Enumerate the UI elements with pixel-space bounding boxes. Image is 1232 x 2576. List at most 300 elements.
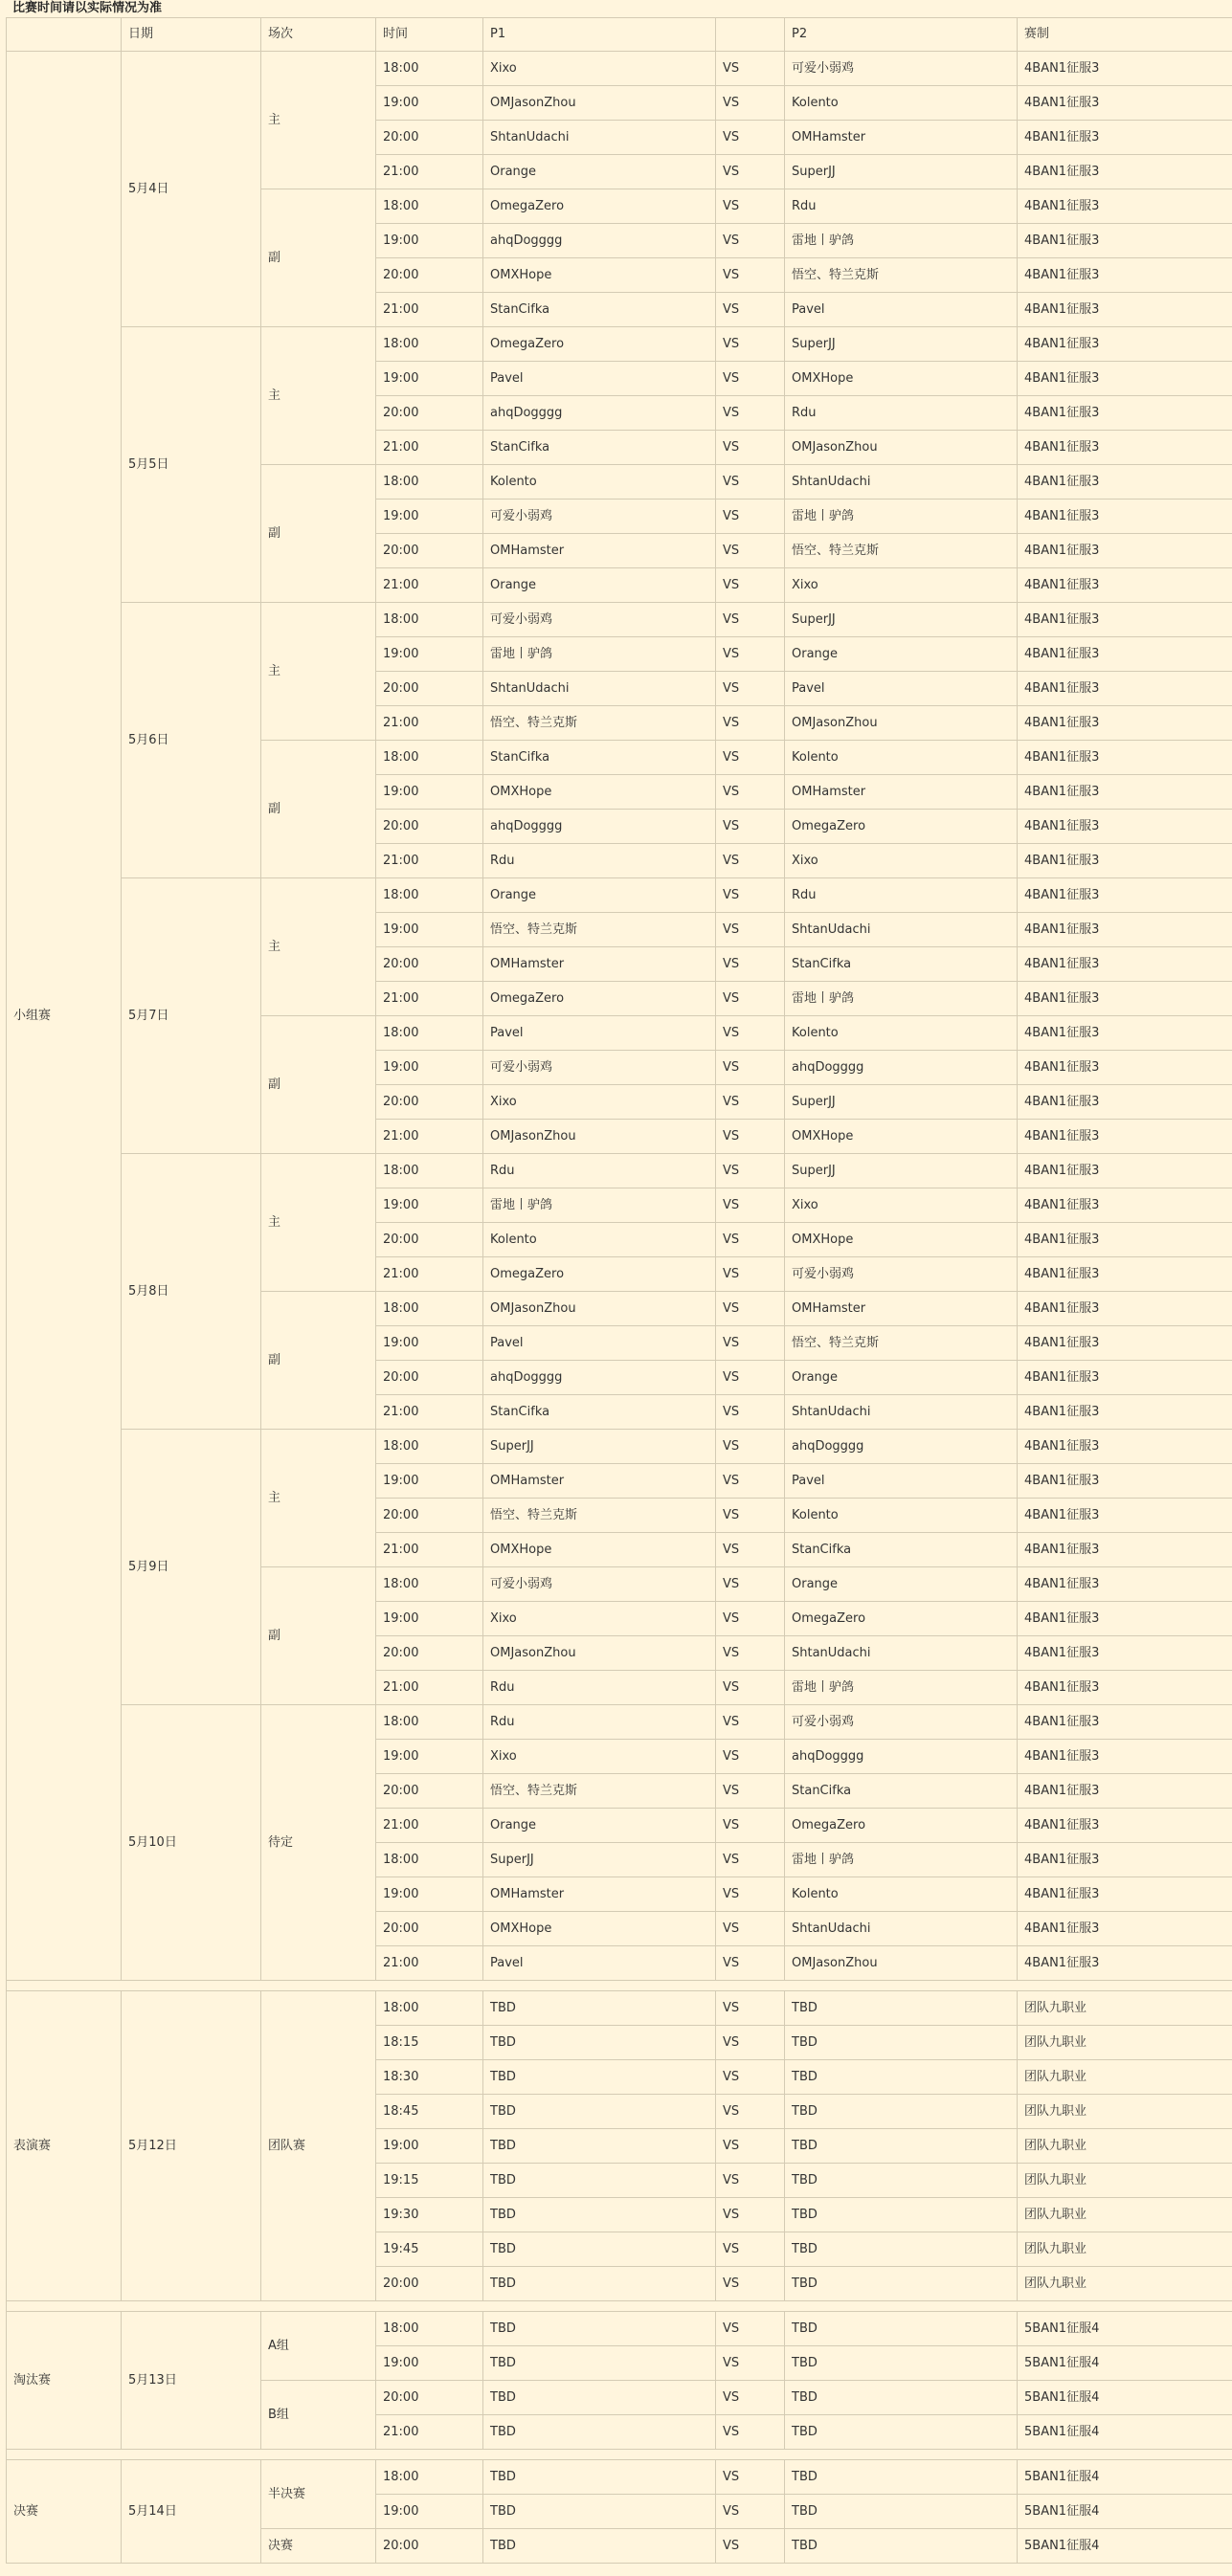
time-cell: 18:00	[376, 1991, 483, 2026]
format-cell: 5BAN1征服4	[1018, 2381, 1232, 2415]
player2-cell: SuperJJ	[785, 327, 1018, 362]
player1-cell: 可爱小弱鸡	[483, 1051, 716, 1085]
vs-cell: VS	[716, 1395, 785, 1430]
format-cell: 4BAN1征服3	[1018, 1567, 1232, 1602]
date-cell: 5月10日	[122, 1705, 261, 1981]
player1-cell: StanCifka	[483, 741, 716, 775]
vs-cell: VS	[716, 1774, 785, 1809]
player1-cell: Orange	[483, 568, 716, 603]
vs-cell: VS	[716, 878, 785, 913]
player1-cell: OMXHope	[483, 1912, 716, 1946]
player2-cell: 雷地丨驴鸽	[785, 1843, 1018, 1877]
player1-cell: 悟空、特兰克斯	[483, 1774, 716, 1809]
player1-cell: Kolento	[483, 465, 716, 500]
stage-cell: 小组赛	[7, 52, 122, 1981]
player1-cell: SuperJJ	[483, 1430, 716, 1464]
format-cell: 5BAN1征服4	[1018, 2529, 1232, 2564]
time-cell: 19:00	[376, 1326, 483, 1361]
format-cell: 5BAN1征服4	[1018, 2346, 1232, 2381]
player2-cell: Xixo	[785, 568, 1018, 603]
format-cell: 4BAN1征服3	[1018, 637, 1232, 672]
header-cell-stage	[7, 18, 122, 52]
vs-cell: VS	[716, 2198, 785, 2232]
time-cell: 19:00	[376, 86, 483, 121]
time-cell: 18:00	[376, 465, 483, 500]
time-cell: 18:00	[376, 2312, 483, 2346]
match-row	[7, 2312, 1232, 2346]
time-cell: 18:00	[376, 2460, 483, 2495]
match-row	[7, 1154, 1232, 1188]
format-cell: 4BAN1征服3	[1018, 1464, 1232, 1499]
vs-cell: VS	[716, 1843, 785, 1877]
vs-cell: VS	[716, 1946, 785, 1981]
match-row	[7, 1991, 1232, 2026]
time-cell: 20:00	[376, 2267, 483, 2301]
player2-cell: 雷地丨驴鸽	[785, 1671, 1018, 1705]
format-cell: 5BAN1征服4	[1018, 2312, 1232, 2346]
vs-cell: VS	[716, 1991, 785, 2026]
player1-cell: 可爱小弱鸡	[483, 500, 716, 534]
time-cell: 18:00	[376, 1567, 483, 1602]
format-cell: 4BAN1征服3	[1018, 1671, 1232, 1705]
player1-cell: OMHamster	[483, 1877, 716, 1912]
player2-cell: Rdu	[785, 189, 1018, 224]
time-cell: 20:00	[376, 810, 483, 844]
player1-cell: TBD	[483, 2381, 716, 2415]
group-spacer-cell	[7, 1981, 1232, 1991]
time-cell: 18:15	[376, 2026, 483, 2060]
player1-cell: Orange	[483, 878, 716, 913]
time-cell: 18:00	[376, 1154, 483, 1188]
player1-cell: OmegaZero	[483, 1257, 716, 1292]
player2-cell: 雷地丨驴鸽	[785, 500, 1018, 534]
format-cell: 团队九职业	[1018, 1991, 1232, 2026]
player1-cell: 悟空、特兰克斯	[483, 913, 716, 947]
vs-cell: VS	[716, 1016, 785, 1051]
player2-cell: ShtanUdachi	[785, 1912, 1018, 1946]
player1-cell: 悟空、特兰克斯	[483, 706, 716, 741]
format-cell: 4BAN1征服3	[1018, 1016, 1232, 1051]
player1-cell: OmegaZero	[483, 189, 716, 224]
time-cell: 21:00	[376, 293, 483, 327]
player2-cell: TBD	[785, 2267, 1018, 2301]
player2-cell: TBD	[785, 2312, 1018, 2346]
session-cell: 副	[261, 189, 376, 327]
session-cell: A组	[261, 2312, 376, 2381]
time-cell: 21:00	[376, 1533, 483, 1567]
format-cell: 4BAN1征服3	[1018, 1361, 1232, 1395]
vs-cell: VS	[716, 1464, 785, 1499]
vs-cell: VS	[716, 1877, 785, 1912]
player2-cell: ShtanUdachi	[785, 1395, 1018, 1430]
session-cell: 主	[261, 327, 376, 465]
date-cell: 5月7日	[122, 878, 261, 1154]
session-cell: 主	[261, 52, 376, 189]
vs-cell: VS	[716, 1154, 785, 1188]
player1-cell: OMHamster	[483, 1464, 716, 1499]
vs-cell: VS	[716, 810, 785, 844]
format-cell: 团队九职业	[1018, 2026, 1232, 2060]
player1-cell: TBD	[483, 2164, 716, 2198]
player1-cell: TBD	[483, 1991, 716, 2026]
time-cell: 19:00	[376, 1602, 483, 1636]
format-cell: 4BAN1征服3	[1018, 741, 1232, 775]
time-cell: 20:00	[376, 121, 483, 155]
player2-cell: Orange	[785, 637, 1018, 672]
player1-cell: OMJasonZhou	[483, 1292, 716, 1326]
session-cell: 团队赛	[261, 1991, 376, 2301]
player1-cell: TBD	[483, 2198, 716, 2232]
player1-cell: OMHamster	[483, 534, 716, 568]
vs-cell: VS	[716, 1120, 785, 1154]
time-cell: 20:00	[376, 534, 483, 568]
vs-cell: VS	[716, 1257, 785, 1292]
time-cell: 21:00	[376, 1809, 483, 1843]
player2-cell: TBD	[785, 2164, 1018, 2198]
date-cell: 5月4日	[122, 52, 261, 327]
vs-cell: VS	[716, 982, 785, 1016]
format-cell: 4BAN1征服3	[1018, 844, 1232, 878]
format-cell: 4BAN1征服3	[1018, 1877, 1232, 1912]
player1-cell: Pavel	[483, 1326, 716, 1361]
player2-cell: TBD	[785, 2129, 1018, 2164]
format-cell: 4BAN1征服3	[1018, 327, 1232, 362]
player2-cell: Pavel	[785, 1464, 1018, 1499]
format-cell: 团队九职业	[1018, 2164, 1232, 2198]
player2-cell: OMXHope	[785, 1120, 1018, 1154]
format-cell: 4BAN1征服3	[1018, 1912, 1232, 1946]
player2-cell: OmegaZero	[785, 1602, 1018, 1636]
format-cell: 4BAN1征服3	[1018, 224, 1232, 258]
player1-cell: TBD	[483, 2529, 716, 2564]
session-cell: 半决赛	[261, 2460, 376, 2529]
player2-cell: ShtanUdachi	[785, 1636, 1018, 1671]
format-cell: 4BAN1征服3	[1018, 431, 1232, 465]
player1-cell: OMXHope	[483, 1533, 716, 1567]
player1-cell: Rdu	[483, 844, 716, 878]
time-cell: 20:00	[376, 1636, 483, 1671]
match-row	[7, 2460, 1232, 2495]
player2-cell: TBD	[785, 1991, 1018, 2026]
group-spacer-cell	[7, 2450, 1232, 2460]
player1-cell: TBD	[483, 2495, 716, 2529]
time-cell: 21:00	[376, 982, 483, 1016]
time-cell: 21:00	[376, 1671, 483, 1705]
vs-cell: VS	[716, 2415, 785, 2450]
vs-cell: VS	[716, 500, 785, 534]
vs-cell: VS	[716, 2267, 785, 2301]
player2-cell: Kolento	[785, 741, 1018, 775]
player2-cell: TBD	[785, 2381, 1018, 2415]
session-cell: 副	[261, 465, 376, 603]
vs-cell: VS	[716, 1705, 785, 1740]
player2-cell: 可爱小弱鸡	[785, 52, 1018, 86]
vs-cell: VS	[716, 258, 785, 293]
vs-cell: VS	[716, 706, 785, 741]
vs-cell: VS	[716, 1567, 785, 1602]
session-cell: B组	[261, 2381, 376, 2450]
player2-cell: SuperJJ	[785, 155, 1018, 189]
time-cell: 20:00	[376, 1361, 483, 1395]
player2-cell: 悟空、特兰克斯	[785, 258, 1018, 293]
time-cell: 19:00	[376, 2129, 483, 2164]
session-cell: 主	[261, 1154, 376, 1292]
format-cell: 4BAN1征服3	[1018, 1636, 1232, 1671]
format-cell: 4BAN1征服3	[1018, 1774, 1232, 1809]
date-cell: 5月8日	[122, 1154, 261, 1430]
player1-cell: TBD	[483, 2312, 716, 2346]
player1-cell: StanCifka	[483, 293, 716, 327]
vs-cell: VS	[716, 1809, 785, 1843]
vs-cell: VS	[716, 2346, 785, 2381]
time-cell: 20:00	[376, 2529, 483, 2564]
player2-cell: TBD	[785, 2026, 1018, 2060]
player2-cell: ShtanUdachi	[785, 913, 1018, 947]
time-cell: 21:00	[376, 1120, 483, 1154]
vs-cell: VS	[716, 1671, 785, 1705]
time-cell: 18:00	[376, 1016, 483, 1051]
player2-cell: TBD	[785, 2095, 1018, 2129]
session-cell: 副	[261, 1016, 376, 1154]
player1-cell: OMJasonZhou	[483, 1120, 716, 1154]
time-cell: 21:00	[376, 2415, 483, 2450]
match-row	[7, 1705, 1232, 1740]
player2-cell: OMHamster	[785, 121, 1018, 155]
player1-cell: Xixo	[483, 1740, 716, 1774]
player2-cell: TBD	[785, 2198, 1018, 2232]
session-cell: 主	[261, 878, 376, 1016]
time-cell: 19:15	[376, 2164, 483, 2198]
time-cell: 20:00	[376, 1774, 483, 1809]
time-cell: 19:00	[376, 1051, 483, 1085]
player2-cell: OmegaZero	[785, 810, 1018, 844]
time-cell: 20:00	[376, 672, 483, 706]
player2-cell: TBD	[785, 2460, 1018, 2495]
player2-cell: 雷地丨驴鸽	[785, 982, 1018, 1016]
format-cell: 4BAN1征服3	[1018, 86, 1232, 121]
time-cell: 21:00	[376, 155, 483, 189]
player1-cell: Rdu	[483, 1154, 716, 1188]
time-cell: 20:00	[376, 1223, 483, 1257]
player2-cell: OMXHope	[785, 362, 1018, 396]
player1-cell: 雷地丨驴鸽	[483, 637, 716, 672]
time-cell: 18:00	[376, 1430, 483, 1464]
time-cell: 20:00	[376, 1085, 483, 1120]
format-cell: 团队九职业	[1018, 2232, 1232, 2267]
group-spacer-cell	[7, 2301, 1232, 2312]
time-cell: 18:30	[376, 2060, 483, 2095]
player1-cell: ShtanUdachi	[483, 672, 716, 706]
time-cell: 19:00	[376, 1464, 483, 1499]
vs-cell: VS	[716, 2095, 785, 2129]
vs-cell: VS	[716, 1602, 785, 1636]
player1-cell: Pavel	[483, 1016, 716, 1051]
vs-cell: VS	[716, 1361, 785, 1395]
time-cell: 19:00	[376, 775, 483, 810]
player2-cell: TBD	[785, 2415, 1018, 2450]
player2-cell: ahqDogggg	[785, 1051, 1018, 1085]
player2-cell: TBD	[785, 2060, 1018, 2095]
match-row	[7, 327, 1232, 362]
vs-cell: VS	[716, 2495, 785, 2529]
vs-cell: VS	[716, 1430, 785, 1464]
time-cell: 21:00	[376, 568, 483, 603]
format-cell: 团队九职业	[1018, 2267, 1232, 2301]
format-cell: 4BAN1征服3	[1018, 1430, 1232, 1464]
vs-cell: VS	[716, 672, 785, 706]
player2-cell: OMJasonZhou	[785, 706, 1018, 741]
stage-cell: 表演赛	[7, 1991, 122, 2301]
date-cell: 5月5日	[122, 327, 261, 603]
format-cell: 4BAN1征服3	[1018, 396, 1232, 431]
format-cell: 4BAN1征服3	[1018, 1809, 1232, 1843]
format-cell: 4BAN1征服3	[1018, 775, 1232, 810]
player2-cell: Xixo	[785, 1188, 1018, 1223]
vs-cell: VS	[716, 52, 785, 86]
format-cell: 4BAN1征服3	[1018, 1705, 1232, 1740]
vs-cell: VS	[716, 2232, 785, 2267]
player1-cell: 雷地丨驴鸽	[483, 1188, 716, 1223]
vs-cell: VS	[716, 775, 785, 810]
time-cell: 20:00	[376, 947, 483, 982]
player2-cell: Rdu	[785, 396, 1018, 431]
vs-cell: VS	[716, 1912, 785, 1946]
vs-cell: VS	[716, 913, 785, 947]
player1-cell: SuperJJ	[483, 1843, 716, 1877]
time-cell: 18:00	[376, 878, 483, 913]
format-cell: 4BAN1征服3	[1018, 465, 1232, 500]
player2-cell: TBD	[785, 2495, 1018, 2529]
vs-cell: VS	[716, 121, 785, 155]
player2-cell: ahqDogggg	[785, 1740, 1018, 1774]
group-spacer-row	[7, 2450, 1232, 2460]
time-cell: 19:00	[376, 1188, 483, 1223]
schedule-table	[6, 17, 1232, 2564]
player1-cell: Xixo	[483, 52, 716, 86]
group-spacer-row	[7, 1981, 1232, 1991]
match-row	[7, 603, 1232, 637]
time-cell: 19:00	[376, 637, 483, 672]
session-cell: 决赛	[261, 2529, 376, 2564]
player2-cell: Pavel	[785, 672, 1018, 706]
time-cell: 18:00	[376, 741, 483, 775]
format-cell: 5BAN1征服4	[1018, 2415, 1232, 2450]
format-cell: 4BAN1征服3	[1018, 947, 1232, 982]
format-cell: 4BAN1征服3	[1018, 1499, 1232, 1533]
time-cell: 18:00	[376, 327, 483, 362]
format-cell: 4BAN1征服3	[1018, 1740, 1232, 1774]
format-cell: 4BAN1征服3	[1018, 1051, 1232, 1085]
vs-cell: VS	[716, 431, 785, 465]
vs-cell: VS	[716, 86, 785, 121]
vs-cell: VS	[716, 534, 785, 568]
player2-cell: 可爱小弱鸡	[785, 1705, 1018, 1740]
session-cell: 主	[261, 1430, 376, 1567]
time-cell: 19:30	[376, 2198, 483, 2232]
vs-cell: VS	[716, 947, 785, 982]
date-cell: 5月13日	[122, 2312, 261, 2450]
format-cell: 4BAN1征服3	[1018, 1946, 1232, 1981]
session-cell: 主	[261, 603, 376, 741]
player2-cell: Orange	[785, 1361, 1018, 1395]
time-cell: 21:00	[376, 1395, 483, 1430]
player1-cell: 悟空、特兰克斯	[483, 1499, 716, 1533]
vs-cell: VS	[716, 2381, 785, 2415]
match-row	[7, 878, 1232, 913]
format-cell: 4BAN1征服3	[1018, 1154, 1232, 1188]
time-cell: 18:00	[376, 1705, 483, 1740]
player2-cell: Kolento	[785, 1877, 1018, 1912]
format-cell: 4BAN1征服3	[1018, 1843, 1232, 1877]
vs-cell: VS	[716, 568, 785, 603]
header-cell-format: 赛制	[1018, 18, 1232, 52]
vs-cell: VS	[716, 293, 785, 327]
format-cell: 4BAN1征服3	[1018, 878, 1232, 913]
player1-cell: TBD	[483, 2267, 716, 2301]
player2-cell: OMJasonZhou	[785, 1946, 1018, 1981]
player1-cell: Xixo	[483, 1085, 716, 1120]
time-cell: 19:00	[376, 2495, 483, 2529]
player1-cell: OmegaZero	[483, 982, 716, 1016]
player2-cell: 雷地丨驴鸽	[785, 224, 1018, 258]
player1-cell: TBD	[483, 2415, 716, 2450]
vs-cell: VS	[716, 155, 785, 189]
vs-cell: VS	[716, 1051, 785, 1085]
player1-cell: Xixo	[483, 1602, 716, 1636]
format-cell: 4BAN1征服3	[1018, 362, 1232, 396]
time-cell: 21:00	[376, 706, 483, 741]
vs-cell: VS	[716, 362, 785, 396]
vs-cell: VS	[716, 1292, 785, 1326]
header-cell-vs	[716, 18, 785, 52]
time-cell: 20:00	[376, 258, 483, 293]
date-cell: 5月14日	[122, 2460, 261, 2564]
format-cell: 4BAN1征服3	[1018, 52, 1232, 86]
format-cell: 4BAN1征服3	[1018, 1257, 1232, 1292]
format-cell: 4BAN1征服3	[1018, 1188, 1232, 1223]
format-cell: 4BAN1征服3	[1018, 189, 1232, 224]
session-cell: 副	[261, 741, 376, 878]
vs-cell: VS	[716, 396, 785, 431]
player1-cell: ahqDogggg	[483, 1361, 716, 1395]
player2-cell: OMJasonZhou	[785, 431, 1018, 465]
player1-cell: Kolento	[483, 1223, 716, 1257]
vs-cell: VS	[716, 844, 785, 878]
time-cell: 18:00	[376, 1292, 483, 1326]
time-cell: 21:00	[376, 844, 483, 878]
player2-cell: OMXHope	[785, 1223, 1018, 1257]
vs-cell: VS	[716, 2026, 785, 2060]
player2-cell: Xixo	[785, 844, 1018, 878]
format-cell: 团队九职业	[1018, 2198, 1232, 2232]
vs-cell: VS	[716, 2460, 785, 2495]
player2-cell: OMHamster	[785, 775, 1018, 810]
format-cell: 4BAN1征服3	[1018, 672, 1232, 706]
player2-cell: StanCifka	[785, 947, 1018, 982]
session-cell: 副	[261, 1292, 376, 1430]
player2-cell: SuperJJ	[785, 1154, 1018, 1188]
player1-cell: OMXHope	[483, 775, 716, 810]
vs-cell: VS	[716, 1636, 785, 1671]
player1-cell: Pavel	[483, 362, 716, 396]
player1-cell: StanCifka	[483, 431, 716, 465]
date-cell: 5月6日	[122, 603, 261, 878]
format-cell: 4BAN1征服3	[1018, 1292, 1232, 1326]
time-cell: 20:00	[376, 2381, 483, 2415]
format-cell: 4BAN1征服3	[1018, 1120, 1232, 1154]
format-cell: 4BAN1征服3	[1018, 534, 1232, 568]
format-cell: 4BAN1征服3	[1018, 568, 1232, 603]
